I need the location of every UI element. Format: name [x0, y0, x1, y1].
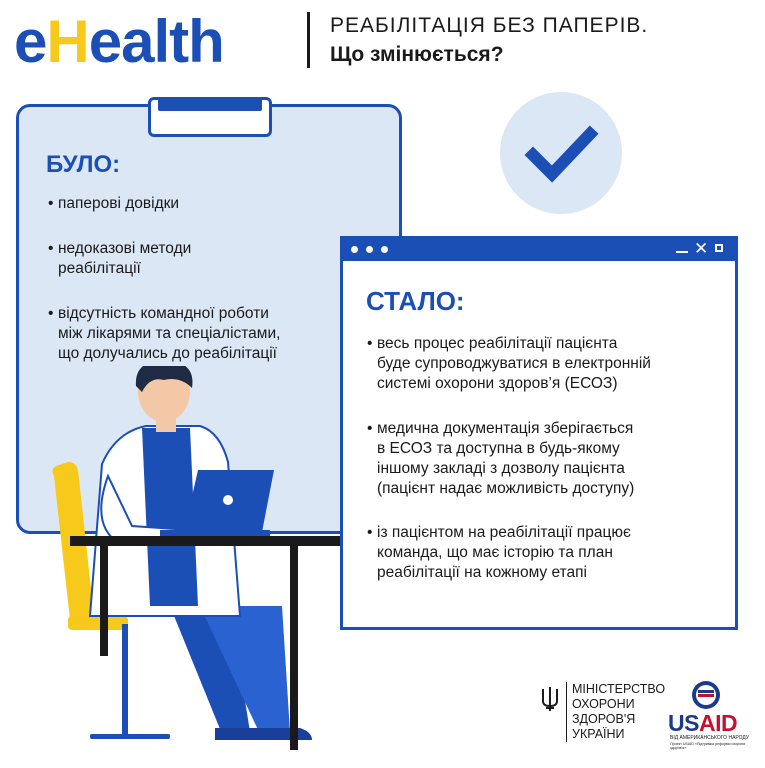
- bullet: •: [367, 335, 373, 352]
- ministry-line: УКРАЇНИ: [572, 727, 625, 741]
- before-title: БУЛО:: [46, 151, 121, 178]
- after-item-line: системі охорони здоров’я (ЕСОЗ): [377, 375, 618, 392]
- after-item-line: весь процес реабілітації пацієнта: [377, 335, 618, 352]
- after-item-line: медична документація зберігається: [377, 420, 634, 437]
- window-titlebar: [343, 239, 735, 261]
- ministry-line: ЗДОРОВ'Я: [572, 712, 636, 726]
- header-divider: [307, 12, 310, 68]
- ehealth-logo: [14, 4, 224, 80]
- after-item: [367, 523, 727, 583]
- trident-icon: [540, 686, 560, 712]
- bullet: •: [367, 524, 373, 541]
- clipboard-clip-top: [158, 97, 262, 111]
- usaid-project-line: Проект USAID «Підтримка реформи охорони здоров'я»: [670, 742, 746, 750]
- before-item: [48, 304, 280, 364]
- minimize-icon: [676, 251, 688, 253]
- bullet: •: [48, 305, 54, 322]
- logo-prefix: e: [14, 8, 47, 75]
- after-title: СТАЛО:: [366, 286, 465, 316]
- logo-highlight: H: [46, 8, 89, 75]
- ministry-line: МІНІСТЕРСТВО: [572, 682, 666, 696]
- before-item: [48, 239, 191, 279]
- usaid-seal-icon: [690, 680, 722, 710]
- after-item-line: реабілітації на кожному етапі: [377, 564, 587, 581]
- header-subtitle: Що змінюється?: [330, 43, 504, 66]
- ministry-line: ОХОРОНИ: [572, 697, 635, 711]
- bullet: •: [48, 195, 54, 212]
- logo-suffix: ealth: [88, 8, 224, 75]
- check-circle: [500, 92, 622, 214]
- after-item-line: іншому закладі з дозволу пацієнта: [377, 460, 625, 477]
- window-dot-icon: [366, 246, 373, 253]
- usaid-tagline: ВІД АМЕРИКАНСЬКОГО НАРОДУ: [670, 735, 750, 741]
- after-item-line: команда, що має історію та план: [377, 544, 613, 561]
- before-item-line: що долучались до реабілітації: [58, 345, 277, 362]
- before-item: [48, 194, 179, 214]
- bullet: •: [48, 240, 54, 257]
- after-item: [367, 419, 727, 499]
- after-item-line: в ЕСОЗ та доступна в будь-якому: [377, 440, 620, 457]
- usaid-logo-text: [668, 710, 737, 737]
- doctor-illustration: [50, 366, 340, 756]
- before-item-line: недоказові методи: [58, 240, 192, 257]
- header-title: РЕАБІЛІТАЦІЯ БЕЗ ПАПЕРІВ.: [330, 14, 649, 37]
- check-icon: [500, 92, 622, 214]
- before-item-line: відсутність командної роботи: [58, 305, 269, 322]
- window-dot-icon: [351, 246, 358, 253]
- usaid-us: US: [668, 710, 699, 736]
- before-item-line: між лікарями та спеціалістами,: [58, 325, 281, 342]
- usaid-aid: AID: [698, 710, 738, 736]
- close-icon: ✕: [694, 239, 709, 258]
- before-item-line: паперові довідки: [58, 195, 180, 212]
- after-item-line: (пацієнт надає можливість доступу): [377, 480, 635, 497]
- window-dot-icon: [381, 246, 388, 253]
- bullet: •: [367, 420, 373, 437]
- maximize-icon: [715, 244, 723, 252]
- after-item-line: із пацієнтом на реабілітації працює: [377, 524, 631, 541]
- before-item-line: реабілітації: [58, 260, 141, 277]
- after-item: [367, 334, 727, 394]
- ministry-logo-text: [566, 682, 665, 742]
- after-item-line: буде супроводжуватися в електронній: [377, 355, 651, 372]
